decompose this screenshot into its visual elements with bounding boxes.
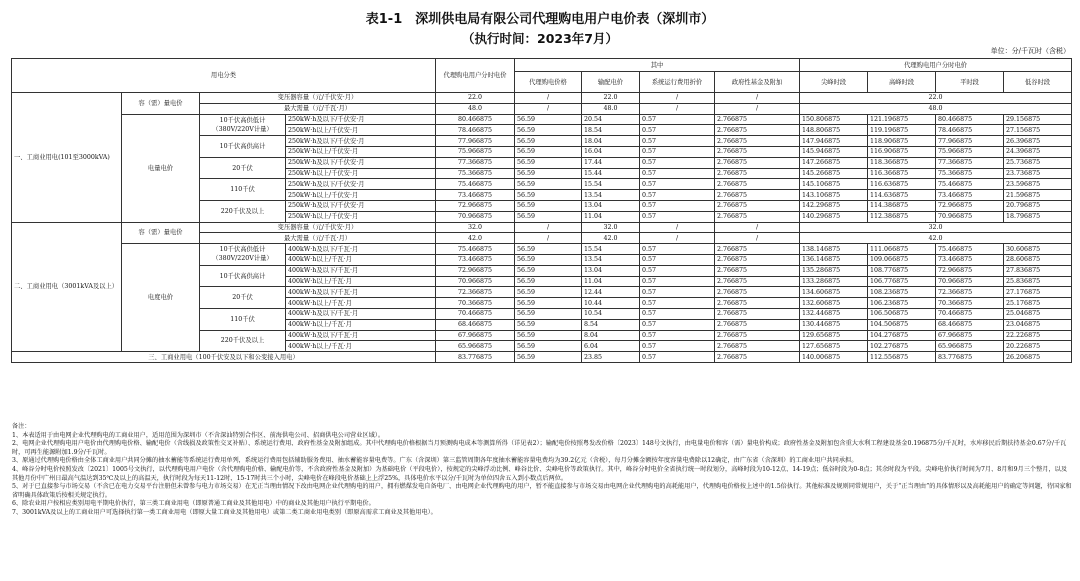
table-cell: 2.766875 (715, 168, 800, 179)
table-cell: 78.466875 (936, 125, 1004, 136)
table-cell: 42.0 (582, 233, 640, 244)
table-cell: 2.766875 (715, 244, 800, 255)
table-body (12, 59, 1072, 363)
group-label: 容（需）量电价 (122, 222, 200, 244)
table-cell: 106.506875 (868, 308, 936, 319)
table-cell: 121.196875 (868, 114, 936, 125)
table-cell: 129.656875 (800, 330, 868, 341)
header-system-cost: 系统运行费用折价 (640, 72, 715, 93)
table-cell: 42.0 (800, 233, 1072, 244)
table-cell: 22.0 (800, 93, 1072, 104)
table-cell: / (640, 233, 715, 244)
table-cell: 10.54 (582, 308, 640, 319)
table-cell: 0.57 (640, 168, 715, 179)
table-cell: 143.106875 (800, 190, 868, 201)
header-gov-fund: 政府性基金及附加 (715, 72, 800, 93)
table-cell: 2.766875 (715, 211, 800, 222)
subgroup-label: 220千伏及以上 (200, 200, 286, 222)
group-label: 电量电价 (122, 114, 200, 222)
table-cell: 70.366875 (936, 298, 1004, 309)
table-row (12, 114, 1072, 125)
table-cell: 77.366875 (436, 157, 515, 168)
row-label: 400kW·h以上/千瓦·月 (286, 276, 436, 287)
table-cell: 65.966875 (936, 341, 1004, 352)
table-cell: 11.04 (582, 276, 640, 287)
table-cell: 15.54 (582, 244, 640, 255)
table-cell: 132.446875 (800, 308, 868, 319)
table-cell: / (515, 233, 582, 244)
table-cell: 0.57 (640, 211, 715, 222)
table-cell: 2.766875 (715, 200, 800, 211)
table-cell: 132.606875 (800, 298, 868, 309)
table-cell: 30.606875 (1004, 244, 1072, 255)
table-cell: 20.54 (582, 114, 640, 125)
table-cell: 18.796875 (1004, 211, 1072, 222)
table-cell: 2.766875 (715, 114, 800, 125)
table-cell: 56.59 (515, 244, 582, 255)
table-cell: 42.0 (436, 233, 515, 244)
subgroup-label: 20千伏 (200, 157, 286, 179)
table-cell: 12.44 (582, 287, 640, 298)
header-tou-price: 代理购电用户分时电价 (800, 59, 1072, 72)
table-cell: 73.466875 (436, 254, 515, 265)
table-cell: 68.466875 (936, 319, 1004, 330)
table-cell: 25.736875 (1004, 157, 1072, 168)
subgroup-label: 10千伏高供低计（380V/220V计量） (200, 114, 286, 136)
table-cell: 56.59 (515, 276, 582, 287)
row-label: 250kW·h及以下/千伏安·月 (286, 114, 436, 125)
table-cell: 56.59 (515, 125, 582, 136)
table-cell: 56.59 (515, 190, 582, 201)
row-label: 250kW·h以上/千伏安·月 (286, 146, 436, 157)
table-cell: 119.196875 (868, 125, 936, 136)
table-cell: 65.966875 (436, 341, 515, 352)
table-cell: 78.466875 (436, 125, 515, 136)
table-cell: 56.59 (515, 179, 582, 190)
table-cell: 68.466875 (436, 319, 515, 330)
table-cell: 70.966875 (436, 211, 515, 222)
row-label: 400kW·h及以下/千瓦·月 (286, 330, 436, 341)
table-cell: 28.606875 (1004, 254, 1072, 265)
table-cell: 133.286875 (800, 276, 868, 287)
note-item: 7、3001kVA及以上的工商业用户可选择执行第一类工商业用电（即原大量工商业及其他用电）或第二类工商业用电类别（即原高需求工商业及其他用电）。 (12, 508, 437, 516)
table-cell: 0.57 (640, 190, 715, 201)
table-cell: 8.04 (582, 330, 640, 341)
table-cell: 6.04 (582, 341, 640, 352)
table-cell: 0.57 (640, 200, 715, 211)
table-cell: 106.776875 (868, 276, 936, 287)
table-cell: 72.966875 (436, 200, 515, 211)
table-cell: 20.226875 (1004, 341, 1072, 352)
table-cell: 148.806875 (800, 125, 868, 136)
table-cell: 22.0 (436, 93, 515, 104)
table-cell: 23.736875 (1004, 168, 1072, 179)
table-cell: 22.226875 (1004, 330, 1072, 341)
row-label: 250kW·h以上/千伏安·月 (286, 211, 436, 222)
table-cell: 0.57 (640, 341, 715, 352)
table-cell: 130.446875 (800, 319, 868, 330)
table-cell: 22.0 (582, 93, 640, 104)
header-flat: 平时段 (936, 72, 1004, 93)
table-cell: 138.146875 (800, 244, 868, 255)
table-cell: 0.57 (640, 352, 715, 363)
table-cell: 73.466875 (936, 254, 1004, 265)
table-cell: 83.776875 (436, 352, 515, 363)
table-cell: 29.156875 (1004, 114, 1072, 125)
table-cell: 56.59 (515, 168, 582, 179)
page-title: 表1-1 深圳供电局有限公司代理购电用户电价表（深圳市） (365, 12, 715, 27)
header-low: 低谷时段 (1004, 72, 1072, 93)
row-label: 250kW·h及以下/千伏安·月 (286, 157, 436, 168)
table-cell: 23.046875 (1004, 319, 1072, 330)
subgroup-label: 20千伏 (200, 287, 286, 309)
table-cell: / (640, 103, 715, 114)
row-label: 400kW·h及以下/千瓦·月 (286, 308, 436, 319)
table-cell: 2.766875 (715, 179, 800, 190)
row-label: 250kW·h及以下/千伏安·月 (286, 200, 436, 211)
table-cell: 11.04 (582, 211, 640, 222)
section-label: 三、工商业用电（100千伏安及以下和公变接入用电） (12, 352, 436, 363)
row-label: 变压器容量（元/千伏安·月） (200, 222, 436, 233)
table-cell: 25.046875 (1004, 308, 1072, 319)
table-cell: 72.966875 (936, 200, 1004, 211)
table-cell: 56.59 (515, 330, 582, 341)
subgroup-label: 10千伏高供低计（380V/220V计量） (200, 244, 286, 266)
header-agent-price: 代理购电用户分时电价 (436, 59, 515, 93)
table-cell: 0.57 (640, 244, 715, 255)
table-cell: 2.766875 (715, 341, 800, 352)
group-label: 容（需）量电价 (122, 93, 200, 115)
table-cell: 15.54 (582, 179, 640, 190)
row-label: 400kW·h以上/千瓦·月 (286, 298, 436, 309)
table-cell: 32.0 (582, 222, 640, 233)
table-cell: 102.276875 (868, 341, 936, 352)
table-cell: / (715, 93, 800, 104)
table-cell: 13.54 (582, 190, 640, 201)
table-cell: 48.0 (582, 103, 640, 114)
unit-label: 单位：分/千瓦时（含税） (990, 47, 1070, 55)
table-cell: 56.59 (515, 200, 582, 211)
table-cell: 104.506875 (868, 319, 936, 330)
table-cell: 77.966875 (436, 136, 515, 147)
table-cell: 70.466875 (936, 308, 1004, 319)
table-cell: / (715, 222, 800, 233)
table-cell: 56.59 (515, 265, 582, 276)
table-cell: 0.57 (640, 254, 715, 265)
note-item: 3、原通过代理购电价格由全体工商业用户共同分摊的抽水蓄能等系统运行费用单列，系统运行费用包括辅助服务费用、抽水蓄能容量电费等。广东（含深圳）第三监管周期各年度抽水蓄能容量电费均为39.2亿元（含税），每月分摊金额按年度容量电费除以12确定，由广东省（含深圳）的工商业用户共同承担。 (12, 457, 858, 465)
table-cell: 2.766875 (715, 254, 800, 265)
table-cell: 25.836875 (1004, 276, 1072, 287)
table-cell: 23.596875 (1004, 179, 1072, 190)
table-cell: 13.54 (582, 254, 640, 265)
table-cell: 70.966875 (936, 276, 1004, 287)
table-cell: 10.44 (582, 298, 640, 309)
table-cell: 0.57 (640, 125, 715, 136)
table-cell: 116.906875 (868, 146, 936, 157)
table-cell: 2.766875 (715, 265, 800, 276)
row-label: 250kW·h及以下/千伏安·月 (286, 136, 436, 147)
table-cell: 56.59 (515, 136, 582, 147)
table-cell: 0.57 (640, 136, 715, 147)
table-cell: 32.0 (436, 222, 515, 233)
table-cell: 112.386875 (868, 211, 936, 222)
table-cell: 18.04 (582, 136, 640, 147)
table-cell: 23.85 (582, 352, 640, 363)
table-cell: 0.57 (640, 298, 715, 309)
table-cell: 114.386875 (868, 200, 936, 211)
table-cell: 135.286875 (800, 265, 868, 276)
table-cell: 0.57 (640, 265, 715, 276)
table-cell: 72.966875 (936, 265, 1004, 276)
table-cell: 77.966875 (936, 136, 1004, 147)
subgroup-label: 10千伏高供高计 (200, 136, 286, 158)
table-cell: 26.206875 (1004, 352, 1072, 363)
table-cell: 2.766875 (715, 298, 800, 309)
table-cell: 70.466875 (436, 308, 515, 319)
table-cell: 25.176875 (1004, 298, 1072, 309)
table-cell: 0.57 (640, 287, 715, 298)
table-cell: 116.636875 (868, 179, 936, 190)
subgroup-label: 220千伏及以上 (200, 330, 286, 352)
table-cell: 72.366875 (936, 287, 1004, 298)
table-cell: 20.796875 (1004, 200, 1072, 211)
table-cell: 27.156875 (1004, 125, 1072, 136)
table-cell: 140.296875 (800, 211, 868, 222)
row-label: 400kW·h及以下/千瓦·月 (286, 287, 436, 298)
row-label: 400kW·h及以下/千瓦·月 (286, 244, 436, 255)
row-label: 400kW·h及以下/千瓦·月 (286, 265, 436, 276)
table-cell: 0.57 (640, 114, 715, 125)
table-cell: 56.59 (515, 254, 582, 265)
note-item: 1、本表适用于由电网企业代理购电的工商业用户，适用范围为深圳市（不含深汕特别合作区、前海供电公司、招商供电公司营业区域）。 (12, 431, 385, 439)
row-label: 400kW·h以上/千瓦·月 (286, 341, 436, 352)
table-cell: 2.766875 (715, 146, 800, 157)
table-cell: 2.766875 (715, 308, 800, 319)
table-cell: 56.59 (515, 341, 582, 352)
table-cell: 48.0 (800, 103, 1072, 114)
row-label: 400kW·h以上/千瓦·月 (286, 254, 436, 265)
table-cell: 13.04 (582, 200, 640, 211)
table-cell: 15.44 (582, 168, 640, 179)
tariff-table (11, 58, 1072, 363)
table-cell: 73.466875 (936, 190, 1004, 201)
group-label: 电度电价 (122, 244, 200, 352)
table-row (12, 352, 1072, 363)
table-cell: 109.066875 (868, 254, 936, 265)
table-cell: 2.766875 (715, 190, 800, 201)
table-cell: / (715, 103, 800, 114)
header-purchase: 代理购电价格 (515, 72, 582, 93)
table-cell: / (515, 103, 582, 114)
table-cell: / (715, 233, 800, 244)
table-cell: 56.59 (515, 352, 582, 363)
table-cell: 0.57 (640, 330, 715, 341)
table-cell: 56.59 (515, 298, 582, 309)
table-cell: 2.766875 (715, 276, 800, 287)
note-item: 4、峰谷分时电价按照发改〔2021〕1005号文执行，以代理购电用户电价（含代理购电价格、输配电价等，不含政府性基金及附加）为基础电价（平段电价），按规定的尖峰浮动比例、峰谷比价、尖峰电价等政策执行。其中，峰谷分时电价全省执行统一时段划分，高峰时段为10-12点、14-19点；低谷时段为0-8点；其余时段为平段。尖峰电价执行时间为7月、8月和9月三个整月，以及其他月份中广州日最高气温达到35℃及以上的高温天，执行时段为每天11-12时、15-17时共三个小时，尖峰电价在峰段电价基础上上浮25%，具体电价水平以分/千瓦时为单位四舍五入到小数点后两位。 (12, 465, 1068, 482)
table-cell: 48.0 (436, 103, 515, 114)
table-cell: / (640, 222, 715, 233)
table-cell: 27.176875 (1004, 287, 1072, 298)
table-cell: 136.146875 (800, 254, 868, 265)
header-of-which: 其中 (515, 59, 800, 72)
table-cell: 0.57 (640, 146, 715, 157)
table-cell: 32.0 (800, 222, 1072, 233)
table-cell: 108.236875 (868, 287, 936, 298)
row-label: 400kW·h以上/千瓦·月 (286, 319, 436, 330)
table-cell: 75.466875 (936, 244, 1004, 255)
table-cell: 145.106875 (800, 179, 868, 190)
table-cell: 72.366875 (436, 287, 515, 298)
table-cell: 75.366875 (436, 168, 515, 179)
table-cell: 21.596875 (1004, 190, 1072, 201)
table-cell: 75.466875 (436, 244, 515, 255)
table-cell: 147.266875 (800, 157, 868, 168)
table-cell: 114.636875 (868, 190, 936, 201)
table-cell: 75.466875 (936, 179, 1004, 190)
subgroup-label: 10千伏高供高计 (200, 265, 286, 287)
table-cell: 18.54 (582, 125, 640, 136)
table-cell: 70.366875 (436, 298, 515, 309)
table-cell: 0.57 (640, 179, 715, 190)
table-row (12, 244, 1072, 255)
table-cell: 75.466875 (436, 179, 515, 190)
table-cell: 56.59 (515, 287, 582, 298)
table-cell: 56.59 (515, 308, 582, 319)
table-cell: / (640, 93, 715, 104)
table-cell: 67.966875 (936, 330, 1004, 341)
table-cell: 75.366875 (936, 168, 1004, 179)
note-item: 5、对于已直接参与市场交易（不含已在电力交易平台注册但未曾参与电力市场交易）在无正当理由情况下改由电网企业代理购电的用户，拥有燃煤发电自备电厂、由电网企业代理购电的用户，暂不能直接参与市场交易由电网企业代理购电的高耗能用户，代理购电价格按上述中的1.5倍执行。其他标准及规则同常规用户，关于“正当理由”的具体情形以及高耗能用户的确定等问题，待国家和省明确具体政策后按相关规定执行。 (12, 483, 1072, 499)
table-cell: 0.57 (640, 308, 715, 319)
subgroup-label: 110千伏 (200, 179, 286, 201)
table-cell: 8.54 (582, 319, 640, 330)
table-cell: 16.04 (582, 146, 640, 157)
table-cell: 145.266875 (800, 168, 868, 179)
table-cell: / (515, 93, 582, 104)
table-cell: 80.466875 (436, 114, 515, 125)
row-label: 250kW·h以上/千伏安·月 (286, 125, 436, 136)
header-high: 高峰时段 (868, 72, 936, 93)
table-cell: 75.966875 (936, 146, 1004, 157)
subgroup-label: 110千伏 (200, 308, 286, 330)
table-cell: 83.776875 (936, 352, 1004, 363)
table-cell: 2.766875 (715, 319, 800, 330)
table-cell: 77.366875 (936, 157, 1004, 168)
table-cell: 56.59 (515, 319, 582, 330)
table-cell: 67.966875 (436, 330, 515, 341)
page-subtitle: （执行时间：2023年7月） (462, 31, 618, 46)
table-cell: 13.04 (582, 265, 640, 276)
table-cell: 70.966875 (936, 211, 1004, 222)
row-label: 变压器容量（元/千伏安·月） (200, 93, 436, 104)
table-cell: 0.57 (640, 276, 715, 287)
table-cell: 26.396875 (1004, 136, 1072, 147)
row-label: 250kW·h及以下/千伏安·月 (286, 179, 436, 190)
table-cell: 56.59 (515, 146, 582, 157)
table-cell: 0.57 (640, 319, 715, 330)
table-cell: 116.366875 (868, 168, 936, 179)
header-transmission: 输配电价 (582, 72, 640, 93)
header-peak: 尖峰时段 (800, 72, 868, 93)
notes-heading: 备注： (12, 423, 31, 430)
table-cell: 0.57 (640, 157, 715, 168)
row-label: 250kW·h以上/千伏安·月 (286, 190, 436, 201)
table-cell: 2.766875 (715, 352, 800, 363)
header-classify: 用电分类 (12, 59, 436, 93)
table-cell: 150.806875 (800, 114, 868, 125)
table-cell: 73.466875 (436, 190, 515, 201)
table-cell: 24.396875 (1004, 146, 1072, 157)
table-cell: 140.006875 (800, 352, 868, 363)
table-cell: 27.836875 (1004, 265, 1072, 276)
table-cell: 142.296875 (800, 200, 868, 211)
row-label: 250kW·h以上/千伏安·月 (286, 168, 436, 179)
table-cell: 108.776875 (868, 265, 936, 276)
table-cell: 2.766875 (715, 125, 800, 136)
table-cell: 17.44 (582, 157, 640, 168)
row-label: 最大需量（元/千瓦·月） (200, 103, 436, 114)
table-cell: 80.466875 (936, 114, 1004, 125)
table-cell: 147.946875 (800, 136, 868, 147)
table-cell: 127.656875 (800, 341, 868, 352)
table-cell: 145.946875 (800, 146, 868, 157)
table-row (12, 222, 1072, 233)
table-cell: 75.966875 (436, 146, 515, 157)
note-item: 2、电网企业代理购电用户电价由代理购电价格、输配电价（含线损及政策性交叉补贴）、系统运行费用、政府性基金及附加组成。其中代理购电价格根据当月预测购电成本等测算所得（详见表2）；输配电价按照粤发改价格〔2023〕148号文执行，由电量电价和容（需）量电价构成；政府性基金及附加包含重大水利工程建设基金0.196875分/千瓦时，水库移民后期扶持基金0.67分/千瓦时，可再生能源附加1.9分/千瓦时。 (12, 440, 1067, 456)
table-cell: 56.59 (515, 211, 582, 222)
table-cell: 2.766875 (715, 330, 800, 341)
table-cell: 118.366875 (868, 157, 936, 168)
table-row (12, 93, 1072, 104)
table-cell: 134.606875 (800, 287, 868, 298)
notes-section (12, 423, 1072, 518)
section-label: 二、工商业用电（3001kVA及以上） (12, 222, 122, 352)
table-cell: 2.766875 (715, 287, 800, 298)
table-cell: 111.066875 (868, 244, 936, 255)
table-cell: / (515, 222, 582, 233)
table-cell: 2.766875 (715, 136, 800, 147)
table-cell: 2.766875 (715, 157, 800, 168)
section-label: 一、工商业用电(101至3000kVA) (12, 93, 122, 223)
note-item: 6、除农业用户按相应类别用电平期电价执行，第三类工商业用电（即原普通工商业及其他用电）中的商业及其他用户执行平期电价。 (12, 500, 375, 508)
table-cell: 70.966875 (436, 276, 515, 287)
table-cell: 118.906875 (868, 136, 936, 147)
row-label: 最大需量（元/千瓦·月） (200, 233, 436, 244)
table-cell: 56.59 (515, 157, 582, 168)
table-cell: 112.556875 (868, 352, 936, 363)
table-cell: 104.276875 (868, 330, 936, 341)
table-cell: 72.966875 (436, 265, 515, 276)
table-cell: 106.236875 (868, 298, 936, 309)
table-cell: 56.59 (515, 114, 582, 125)
